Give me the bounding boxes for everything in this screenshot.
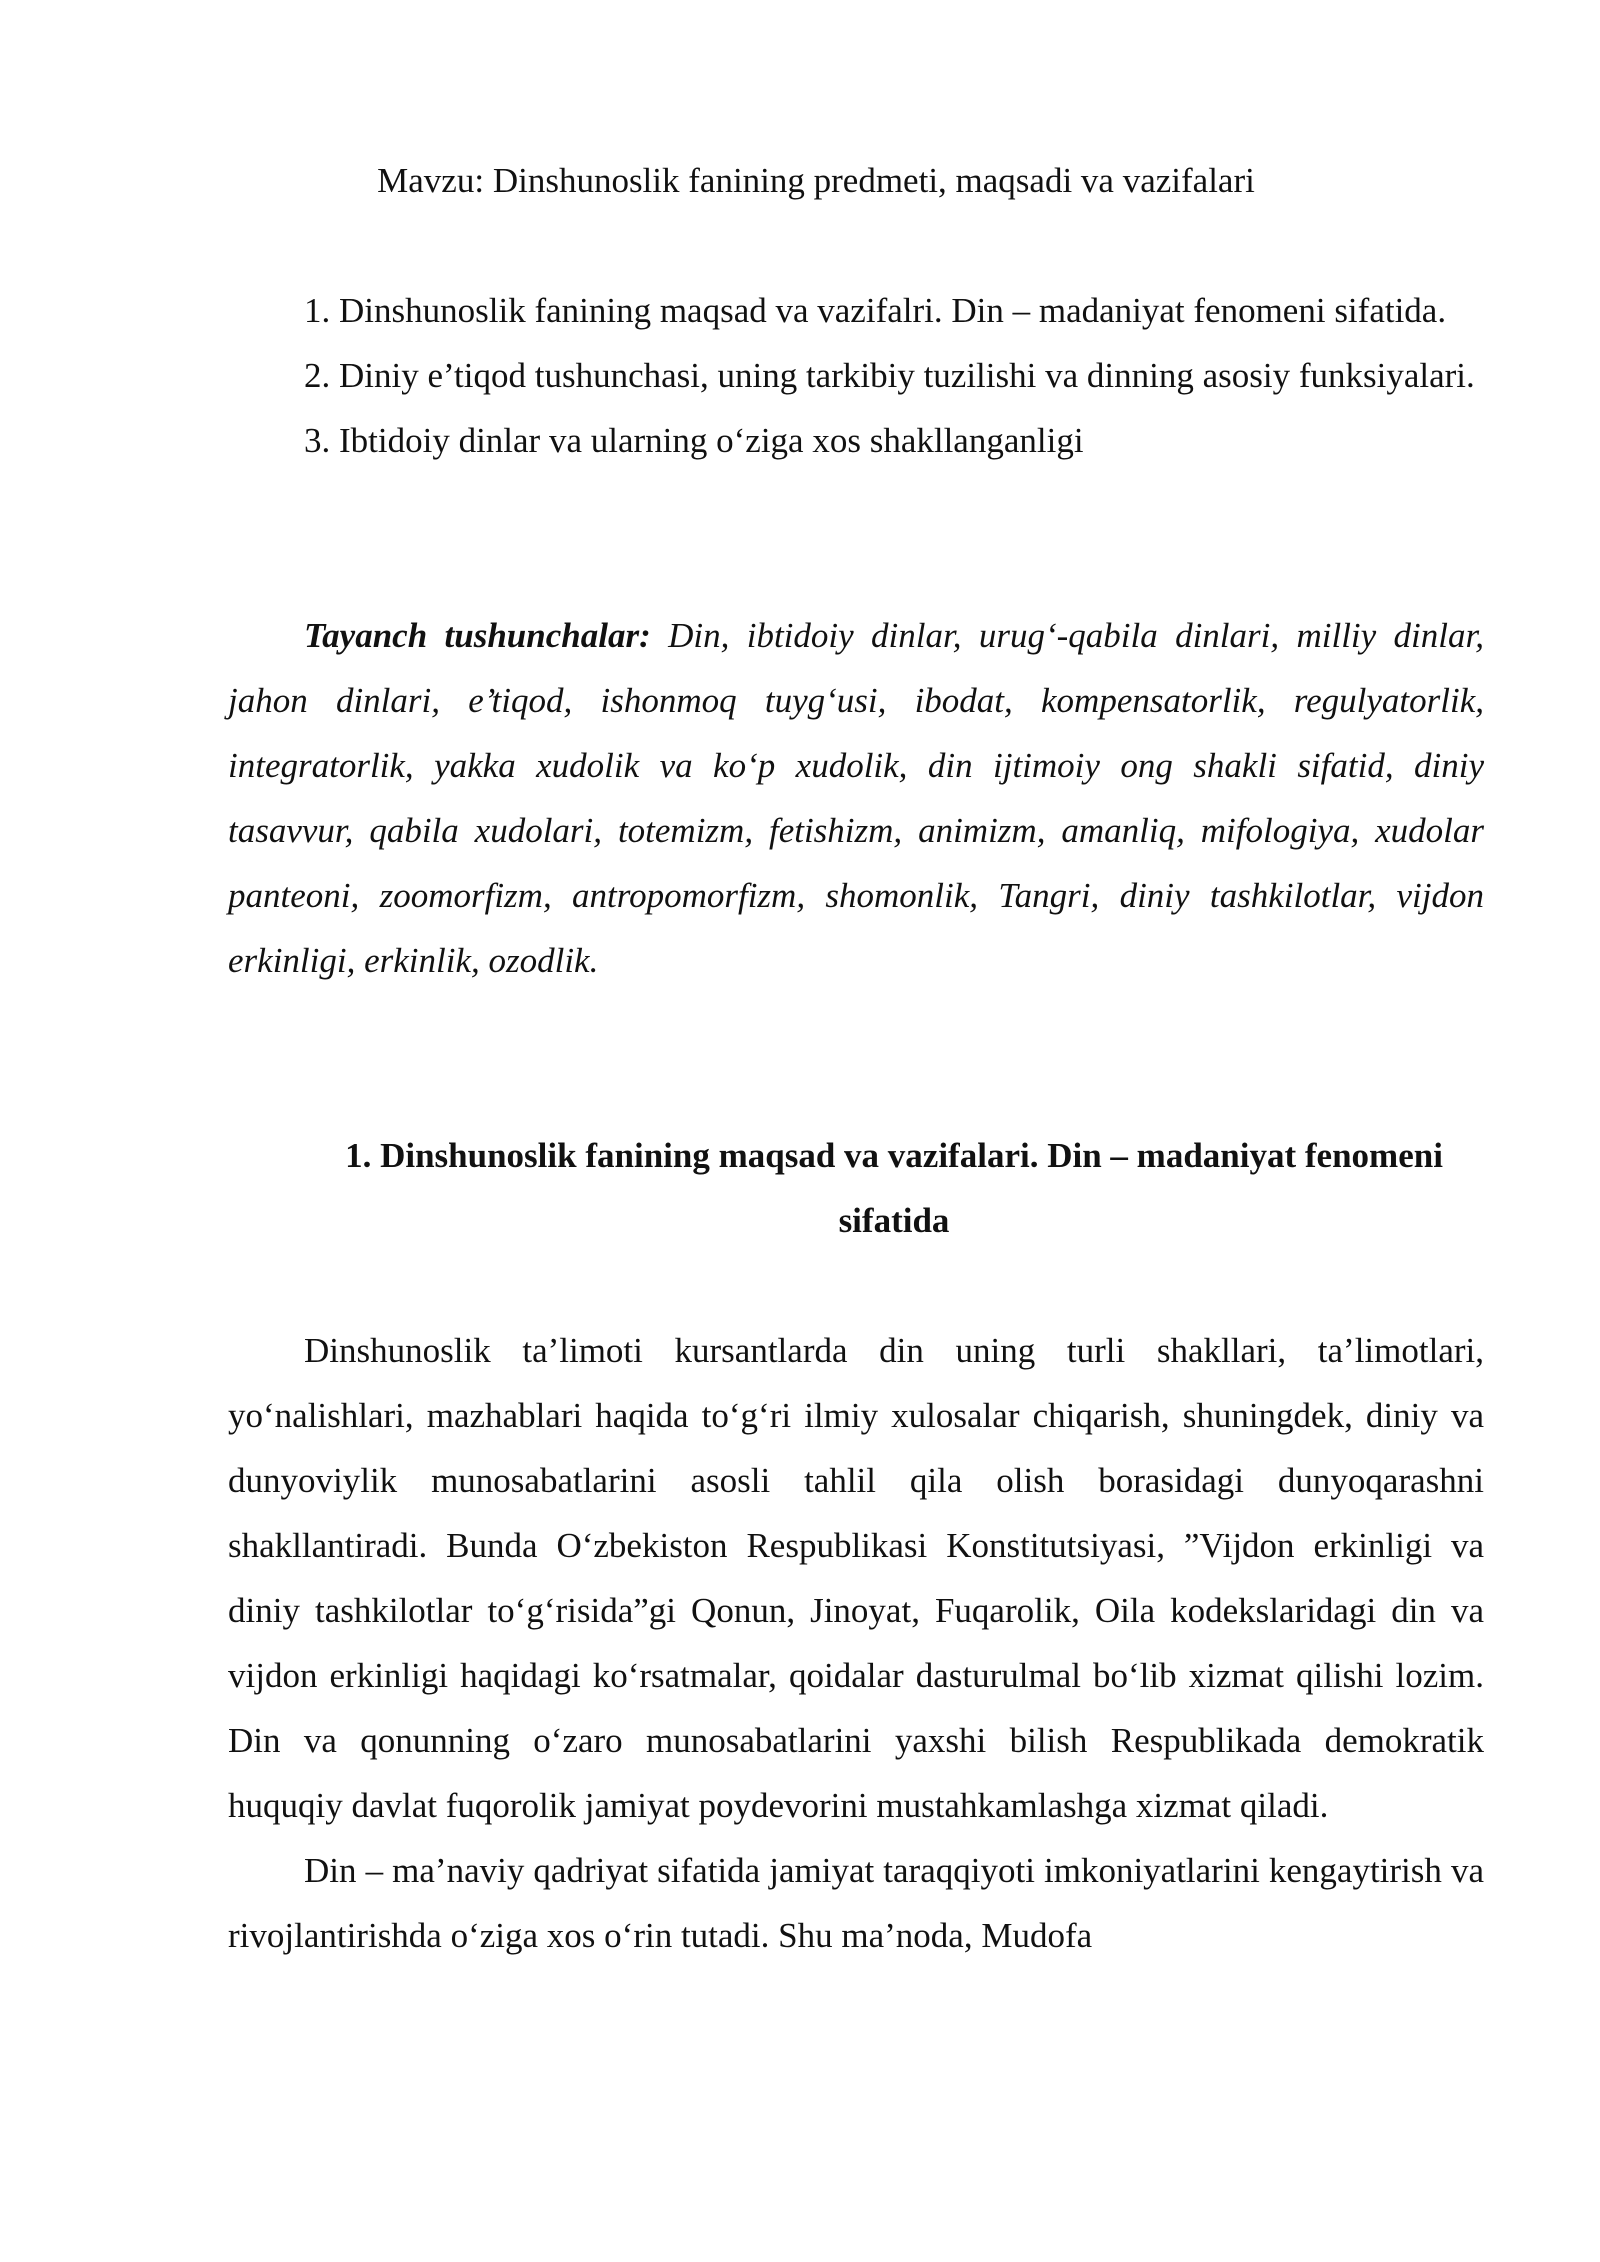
body-paragraph-1: Dinshunoslik ta’limoti kursantlarda din uning turli shakllari, ta’limotlari, yo‘nalishlari, mazhablari haqida to‘g‘ri ilmiy xulosalar chiqarish, shuningdek, diniy va dunyoviylik munosabatlarini asosli tahlil qila olish borasidagi dunyoqarashni shakllantiradi. Bunda O‘zbekiston Respublikasi Konstitutsiyasi, ”Vijdon erkinligi va diniy tashkilotlar to‘g‘risida”gi Qonun, Jinoyat, Fuqarolik, Oila kodekslaridagi din va vijdon erkinligi haqidagi ko‘rsatmalar, qoidalar dasturulmal bo‘lib xizmat qilishi lozim. Din va qonunning o‘zaro munosabatlarini yaxshi bilish Respublikada demokratik huquqiy davlat fuqorolik jamiyat poydevorini mustahkamlashga xizmat qiladi. xyxy=(228,1331,1484,1825)
plan-item-3: 3. Ibtidoiy dinlar va ularning o‘ziga xos shakllanganligi xyxy=(304,421,1084,460)
key-concepts-label: Tayanch tushunchalar: xyxy=(304,616,651,655)
plan-item-2: 2. Diniy e’tiqod tushunchasi, uning tarkibiy tuzilishi va dinning asosiy funksiyalari. xyxy=(304,356,1475,395)
section-heading: 1. Dinshunoslik fanining maqsad va vazifalari. Din – madaniyat fenomeni sifatida xyxy=(345,1136,1443,1240)
plan-item-1: 1. Dinshunoslik fanining maqsad va vazifalri. Din – madaniyat fenomeni sifatida. xyxy=(304,291,1447,330)
document-topic-title: Mavzu: Dinshunoslik fanining predmeti, maqsadi va vazifalari xyxy=(377,161,1255,200)
body-paragraph-2: Din – ma’naviy qadriyat sifatida jamiyat taraqqiyoti imkoniyatlarini kengaytirish va rivojlantirishda o‘ziga xos o‘rin tutadi. Shu ma’noda, Mudofa xyxy=(228,1851,1484,1955)
document-content xyxy=(228,148,1484,1968)
topic-plan-list xyxy=(228,278,1484,473)
key-concepts-paragraph xyxy=(228,603,1484,993)
key-concepts-text: Din, ibtidoiy dinlar, urug‘-qabila dinlari, milliy dinlar, jahon dinlari, e’tiqod, ishonmoq tuyg‘usi, ibodat, kompensatorlik, regulyatorlik, integratorlik, yakka xudolik va ko‘p xudolik, din ijtimoiy ong shakli sifatid, diniy tasavvur, qabila xudolari, totemizm, fetishizm, animizm, amanliq, mifologiya, xudolar panteoni, zoomorfizm, antropomorfizm, shomonlik, Tangri, diniy tashkilotlar, vijdon erkinligi, erkinlik, ozodlik. xyxy=(228,616,1484,980)
